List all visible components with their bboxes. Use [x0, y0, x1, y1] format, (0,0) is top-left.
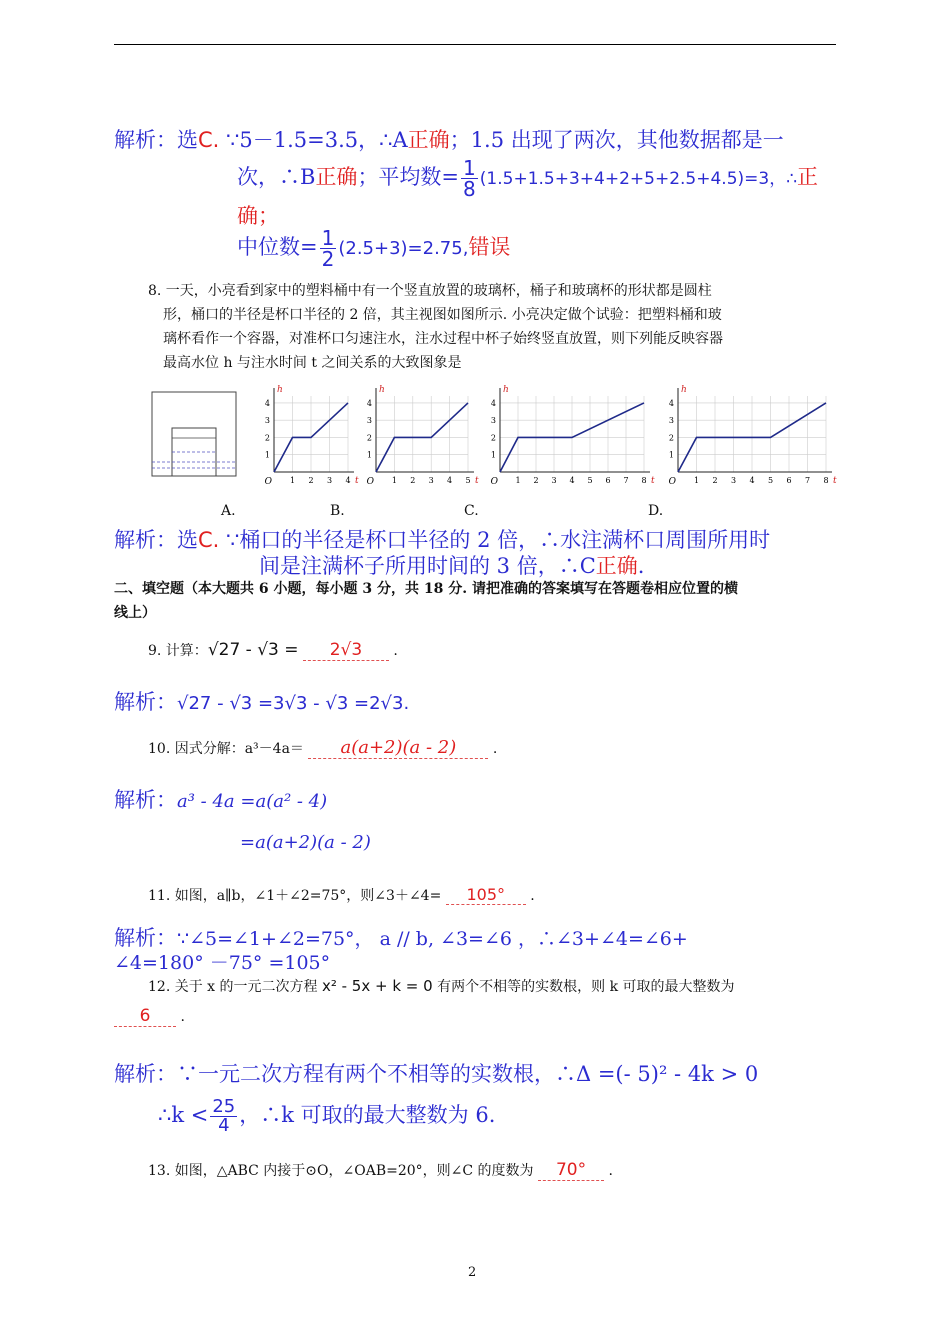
chart-d	[666, 380, 836, 490]
chart-b	[364, 380, 478, 490]
chart-c	[488, 380, 654, 490]
x-tick-label: 1	[289, 476, 296, 485]
y-tick-label: 3	[490, 416, 496, 426]
q9-question: 9. 计算：√27 - √3 = 2√3 .	[148, 640, 398, 660]
q8-line3: 璃杯看作一个容器，对准杯口匀速注水，注水过程中杯子始终竖直放置，则下列能反映容器	[163, 331, 723, 347]
q7-solution-line1: 解析：选C. ∵5－1.5=3.5，∴A正确；1.5 出现了两次，其他数据都是一	[114, 128, 784, 152]
q11-solution-line2: ∠4=180° －75° =105°	[114, 952, 331, 974]
q12-solution-line1: 解析：∵一元二次方程有两个不相等的实数根，∴Δ =(- 5)² - 4k > 0	[114, 1062, 759, 1086]
x-tick-label: 2	[712, 476, 718, 485]
header-rule	[114, 44, 836, 45]
origin-label: O	[490, 477, 498, 487]
q9-solution: 解析：√27 - √3 =3√3 - √3 =2√3.	[114, 690, 410, 714]
origin-label: O	[264, 477, 272, 487]
x-axis-label: t	[355, 476, 359, 486]
x-tick-label: 4	[345, 476, 351, 485]
q12-answer: 6	[114, 1006, 176, 1027]
x-axis-label: t	[833, 476, 837, 486]
y-axis-label: h	[681, 385, 687, 395]
y-axis-label: h	[277, 385, 283, 395]
x-tick-label: 5	[587, 476, 593, 485]
y-tick-label: 2	[668, 433, 674, 443]
x-tick-label: 3	[730, 476, 737, 485]
x-tick-label: 8	[641, 476, 647, 485]
y-tick-label: 4	[264, 398, 270, 408]
x-tick-label: 4	[447, 476, 453, 485]
chart-a	[262, 380, 358, 490]
bucket-diagram	[150, 390, 238, 478]
y-tick-label: 4	[366, 398, 372, 408]
x-tick-label: 4	[749, 476, 755, 485]
q10-answer: a(a+2)(a - 2)	[308, 737, 488, 759]
y-tick-label: 2	[264, 433, 270, 443]
x-tick-label: 5	[767, 476, 774, 485]
x-axis-label: t	[651, 476, 655, 486]
x-tick-label: 5	[465, 476, 471, 485]
x-tick-label: 1	[515, 476, 521, 485]
q13-answer: 70°	[538, 1160, 604, 1181]
option-c: C.	[464, 503, 479, 519]
x-tick-label: 4	[569, 476, 575, 485]
q10-solution-line2: =a(a+2)(a - 2)	[240, 832, 371, 853]
q9-answer: 2√3	[303, 640, 389, 661]
x-axis-label: t	[475, 476, 479, 486]
option-b: B.	[330, 503, 345, 519]
q12-solution-line2: ∴k < $\frac{25}{4}$ ，∴k 可取的最大整数为 6.	[158, 1096, 496, 1136]
y-tick-label: 4	[668, 398, 674, 408]
x-tick-label: 3	[326, 476, 333, 485]
q7-solution-line3: 确；	[237, 204, 279, 228]
q12-answer-line: 6 .	[114, 1006, 185, 1027]
x-tick-label: 7	[623, 476, 629, 485]
y-tick-label: 3	[366, 416, 372, 426]
q11-answer: 105°	[446, 885, 526, 905]
q8-line1: 8. 一天，小亮看到家中的塑料桶中有一个竖直放置的玻璃杯，桶子和玻璃杯的形状都是圆柱	[148, 283, 712, 299]
y-tick-label: 1	[668, 450, 674, 460]
x-tick-label: 1	[391, 476, 397, 485]
q8-line2: 形，桶口的半径是杯口半径的 2 倍，其主视图如图所示. 小亮决定做个试验：把塑料桶和玻	[163, 307, 722, 323]
q8-line4: 最高水位 h 与注水时间 t 之间关系的大致图象是	[163, 355, 462, 371]
q8-solution-line1: 解析：选C. ∵桶口的半径是杯口半径的 2 倍，∴水注满杯口周围所用时	[114, 528, 771, 552]
x-tick-label: 2	[533, 476, 539, 485]
y-tick-label: 3	[264, 416, 270, 426]
q10-question: 10. 因式分解：a³－4a＝ a(a+2)(a - 2) .	[148, 737, 498, 758]
x-tick-label: 6	[605, 476, 611, 485]
x-tick-label: 2	[410, 476, 416, 485]
y-tick-label: 1	[490, 450, 496, 460]
section2-line2: 线上）	[114, 605, 156, 621]
q7-solution-line2: 次，∴B正确；平均数= $\frac{1}{8}$ (1.5+1.5+3+4+2+5+2.5+4.5)=3，∴正	[237, 156, 819, 201]
x-tick-label: 6	[786, 476, 792, 485]
q10-solution-line1: 解析：a³ - 4a =a(a² - 4)	[114, 788, 328, 812]
x-tick-label: 7	[804, 476, 811, 485]
y-tick-label: 2	[366, 433, 372, 443]
y-tick-label: 4	[490, 398, 496, 408]
y-axis-label: h	[379, 385, 385, 395]
y-tick-label: 3	[668, 416, 674, 426]
x-tick-label: 1	[693, 476, 700, 485]
q12-question: 12. 关于 x 的一元二次方程 x² - 5x + k = 0 有两个不相等的实数根，则 k 可取的最大整数为	[148, 977, 735, 995]
q8-solution-line2: 间是注满杯子所用时间的 3 倍，∴C正确.	[259, 554, 645, 578]
y-tick-label: 2	[490, 433, 496, 443]
origin-label: O	[366, 477, 374, 487]
q11-question: 11. 如图，a∥b，∠1＋∠2=75°，则∠3＋∠4= 105° .	[148, 885, 535, 904]
x-tick-label: 3	[551, 476, 557, 485]
y-axis-label: h	[503, 385, 509, 395]
option-d: D.	[648, 503, 664, 519]
x-tick-label: 2	[308, 476, 314, 485]
x-tick-label: 3	[428, 476, 434, 485]
y-tick-label: 1	[366, 450, 372, 460]
q13-question: 13. 如图，△ABC 内接于⊙O，∠OAB=20°，则∠C 的度数为 70° .	[148, 1160, 613, 1180]
page-number: 2	[468, 1265, 477, 1280]
q11-solution-line1: 解析：∵∠5=∠1+∠2=75°， a // b, ∠3=∠6 ，∴∠3+∠4=∠6+	[114, 926, 688, 950]
origin-label: O	[668, 477, 676, 487]
q7-median: 中位数= $\frac{1}{2}$ (2.5+3)=2.75,错误	[237, 226, 511, 271]
x-tick-label: 8	[823, 476, 829, 485]
y-tick-label: 1	[264, 450, 270, 460]
option-a: A.	[221, 503, 236, 519]
section2-line1: 二、填空题（本大题共 6 小题，每小题 3 分，共 18 分. 请把准确的答案填写在答题卷相应位置的横	[114, 581, 738, 597]
